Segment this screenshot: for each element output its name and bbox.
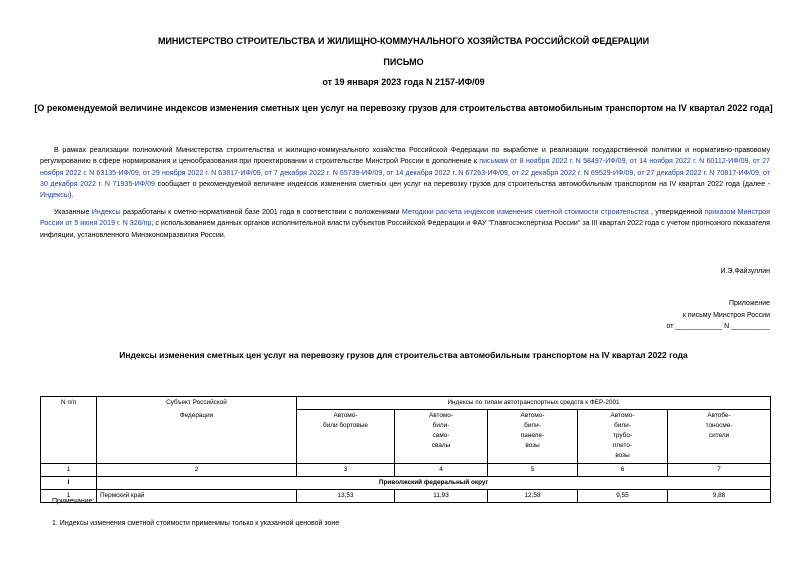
header-col-5: Автомо- били- панеле- возы xyxy=(488,410,578,464)
body-paragraph-2: Указанные Индексы разработаны к сметно-нормативной базе 2001 года в соответствии с положениями Методики расчета индексов изменения сметной стоимости строительства , утвержденной приказом Минстроя России от 5 июня 2019 г. N 326/пр, с использованием данных органов исполнительной власти субъектов Российской Федерации и ФАУ "Главгосэкспертиза России" за III квартал 2022 года с учетом прогнозного показателя инфляции, установленного Минэкономразвития России. xyxy=(40,208,770,239)
table-title: Индексы изменения сметных цен услуг на перевозку грузов для строительства автомобильным транспортом на IV квартал 2022 года xyxy=(119,350,688,360)
row-value-3: 13,53 xyxy=(297,490,395,503)
header-num: N п/п xyxy=(41,397,97,464)
appendix-line-3: от ____________ N __________ xyxy=(666,323,770,330)
indexes-table xyxy=(40,396,771,503)
colnum-5: 5 xyxy=(488,464,578,477)
appendix-line-2: к письму Минстроя России xyxy=(682,311,770,319)
document-subject: [О рекомендуемой величине индексов изменения сметных цен услуг на перевозку грузов для строительства автомобильным транспортом на IV квартал 2022 года] xyxy=(34,103,773,113)
signature: И.Э.Файзуллин xyxy=(720,268,770,275)
colnum-1: 1 xyxy=(41,464,97,477)
row-value-6: 9,55 xyxy=(578,490,668,503)
header-index-group: Индексы по типам автотранспортных средств к ФЕР-2001 xyxy=(297,397,771,410)
ministry-heading: МИНИСТЕРСТВО СТРОИТЕЛЬСТВА И ЖИЛИЩНО-КОММУНАЛЬНОГО ХОЗЯЙСТВА РОССИЙСКОЙ ФЕДЕРАЦИИ xyxy=(157,36,650,46)
document-type: ПИСЬМО xyxy=(383,57,424,67)
colnum-7: 7 xyxy=(668,464,771,477)
row-value-4: 11,93 xyxy=(395,490,488,503)
indexes-link-2[interactable]: Индексы xyxy=(91,208,121,216)
appendix-block xyxy=(667,298,770,333)
body-paragraph-1: В рамках реализации полномочий Министерства строительства и жилищно-коммунального хозяйства Российской Федерации по выработке и реализации государственной политики и нормативно-правовому регулированию в сфере нормирования и ценообразования при проектировании и строительстве Минстрой России в дополнение к письмам от 8 ноября 2022 г. N 58497-ИФ/09, от 14 ноября 2022 г. N 60112-ИФ/09, от 27 ноября 2022 г. N 63135-ИФ/09, от 29 ноября 2022 г. N 63817-ИФ/09, от 7 декабря 2022 г. N 65739-ИФ/09, от 14 декабря 2022 г. N 67263-ИФ/09, от 22 декабря 2022 г. N 69529-ИФ/09, от 27 декабря 2022 г. N 70817-ИФ/09, от 30 декабря 2022 г. N 71935-ИФ/09 сообщает о рекомендуемой величине индексов изменения сметных цен услуг на перевозку грузов для строительства автомобильным транспортом на IV квартал 2022 года (далее - Индексы). xyxy=(40,146,770,200)
indexes-link[interactable]: Индексы xyxy=(40,191,69,200)
document-date-number: от 19 января 2023 года N 2157-ИФ/09 xyxy=(322,77,485,87)
section-name: Приволжский федеральный округ xyxy=(97,477,771,490)
row-value-7: 9,88 xyxy=(668,490,771,503)
table-row xyxy=(41,490,771,503)
colnum-3: 3 xyxy=(297,464,395,477)
section-num: I xyxy=(41,477,97,490)
order-link[interactable]: приказом Минстроя России от 5 июня 2019 г. N 326/пр xyxy=(40,208,770,228)
header-subject: Субъект Российской Федерации xyxy=(97,397,297,464)
header-col-6: Автомо- били- трубо- плето- возы xyxy=(578,410,668,464)
colnum-6: 6 xyxy=(578,464,668,477)
colnum-4: 4 xyxy=(395,464,488,477)
table-header-row-1 xyxy=(41,397,771,410)
row-subject: Пермский край xyxy=(97,490,297,503)
column-number-row xyxy=(41,464,771,477)
note-heading: Примечание: xyxy=(52,498,95,505)
letters-link[interactable]: письмам от 8 ноября 2022 г. N 58497-ИФ/09, от 14 ноября 2022 г. N 60112-ИФ/09, от 27 ноября 2022 г. N 63135-ИФ/09, от 29 ноября 2022 г. N 63817-ИФ/09, от 7 декабря 2022 г. N 65739-ИФ/09, от 14 декабря 2022 г. N 67263-ИФ/09, от 22 декабря 2022 г. N 69529-ИФ/09, от 27 декабря 2022 г. N 70817-ИФ/09, от 30 декабря 2022 г. N 71935-ИФ/09 xyxy=(40,157,770,188)
header-col-4: Автомо- били- само- свалы xyxy=(395,410,488,464)
note-1: 1. Индексы изменения сметной стоимости применимы только к указанной ценовой зоне xyxy=(52,520,340,527)
header-col-3: Автомо- били бортовые xyxy=(297,410,395,464)
header-col-7: Автобе- тоносме- сители xyxy=(668,410,771,464)
row-value-5: 12,58 xyxy=(488,490,578,503)
colnum-2: 2 xyxy=(97,464,297,477)
appendix-line-1: Приложение xyxy=(728,300,770,307)
methodology-link[interactable]: Методики расчета индексов изменения сметной стоимости строительства xyxy=(401,208,649,216)
section-row xyxy=(41,477,771,490)
row-num: 1 xyxy=(41,490,97,503)
